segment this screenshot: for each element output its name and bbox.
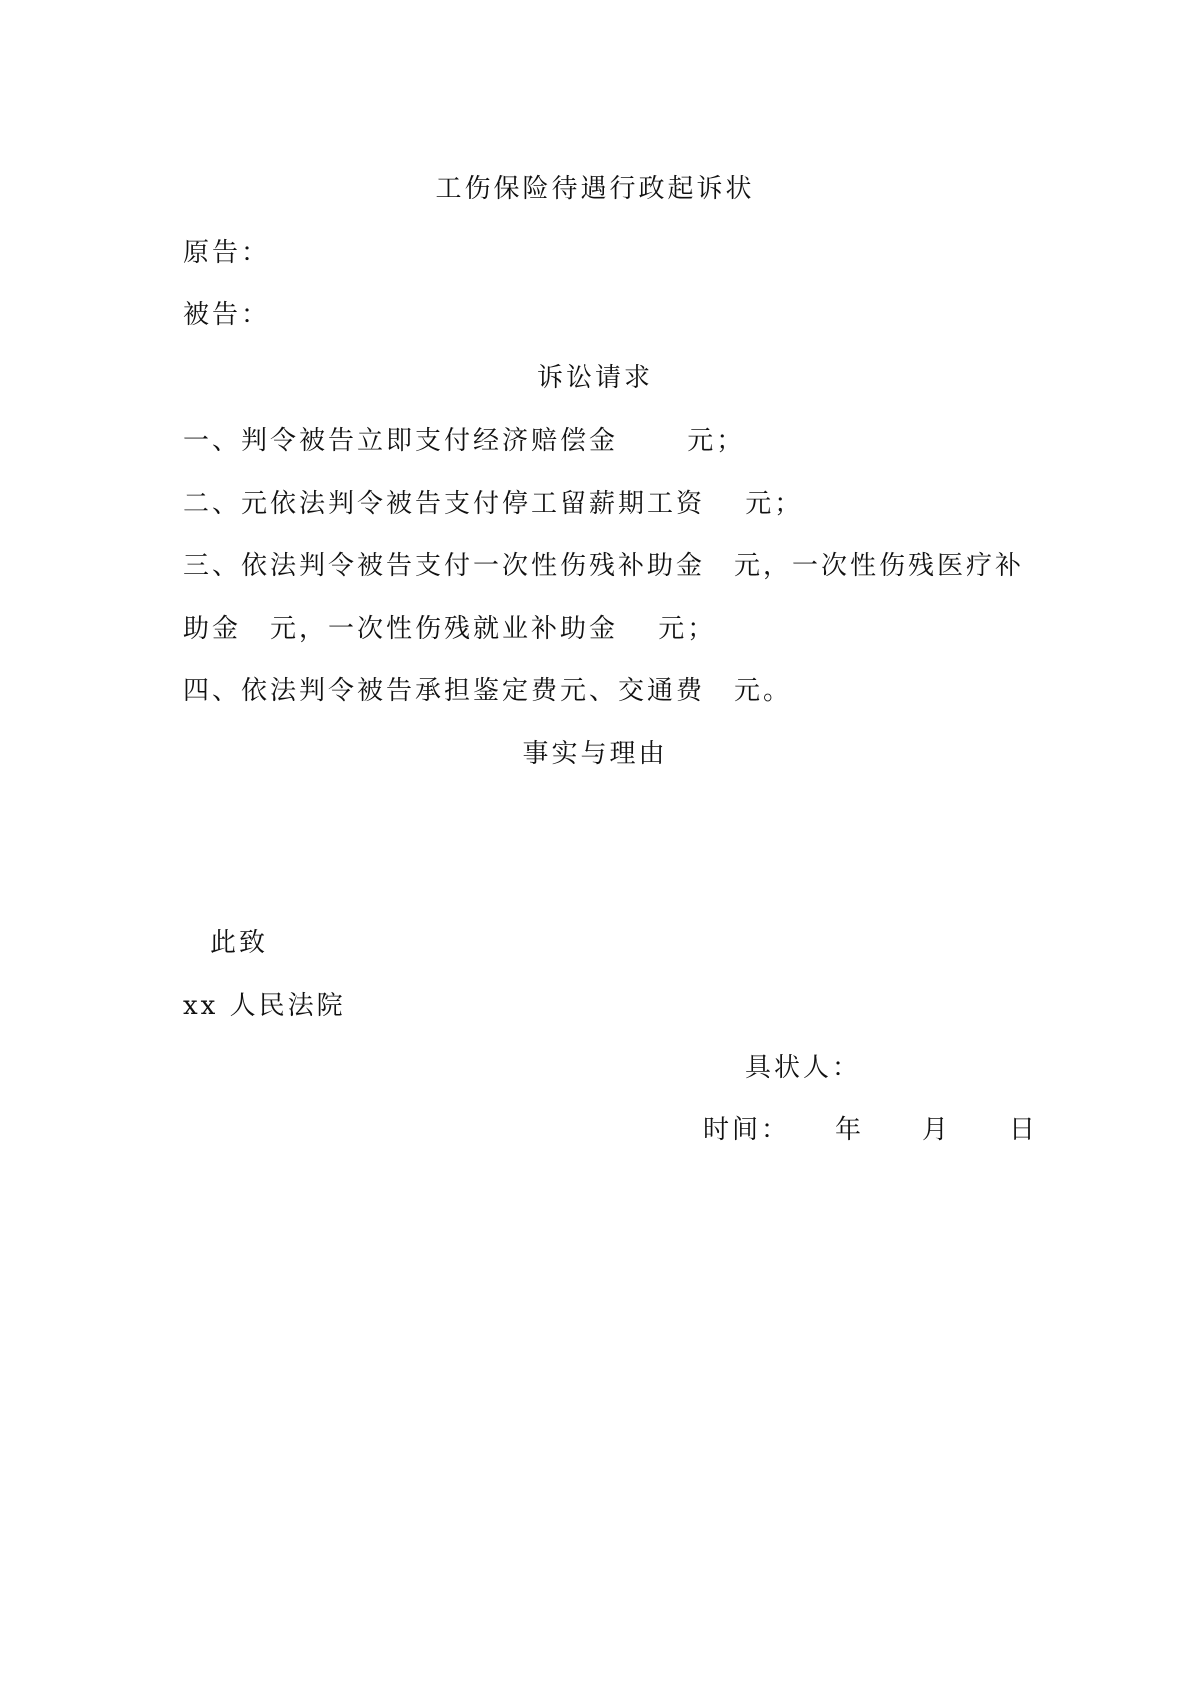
facts-heading: 事实与理由 bbox=[522, 739, 668, 769]
claim-item-1: 一、判令被告立即支付经济赔偿金 元； bbox=[183, 426, 746, 456]
plaintiff-line: 原告： bbox=[183, 238, 271, 268]
date-line: 时间： 年 月 日 bbox=[703, 1115, 1039, 1145]
claim-item-3-continued: 助金 元，一次性伤残就业补助金 元； bbox=[183, 614, 717, 644]
claim-item-2: 二、元依法判令被告支付停工留薪期工资 元； bbox=[183, 489, 804, 519]
document-title: 工伤保险待遇行政起诉状 bbox=[435, 174, 755, 204]
signer-label: 具状人： bbox=[745, 1053, 862, 1083]
defendant-line: 被告： bbox=[183, 300, 271, 330]
closing-salutation: 此致 bbox=[210, 928, 269, 958]
court-name: xx 人民法院 bbox=[183, 991, 346, 1021]
claim-item-3: 三、依法判令被告支付一次性伤残补助金 元，一次性伤残医疗补 bbox=[183, 551, 1025, 581]
claims-heading: 诉讼请求 bbox=[536, 363, 653, 393]
claim-item-4: 四、依法判令被告承担鉴定费元、交通费 元。 bbox=[183, 676, 793, 706]
